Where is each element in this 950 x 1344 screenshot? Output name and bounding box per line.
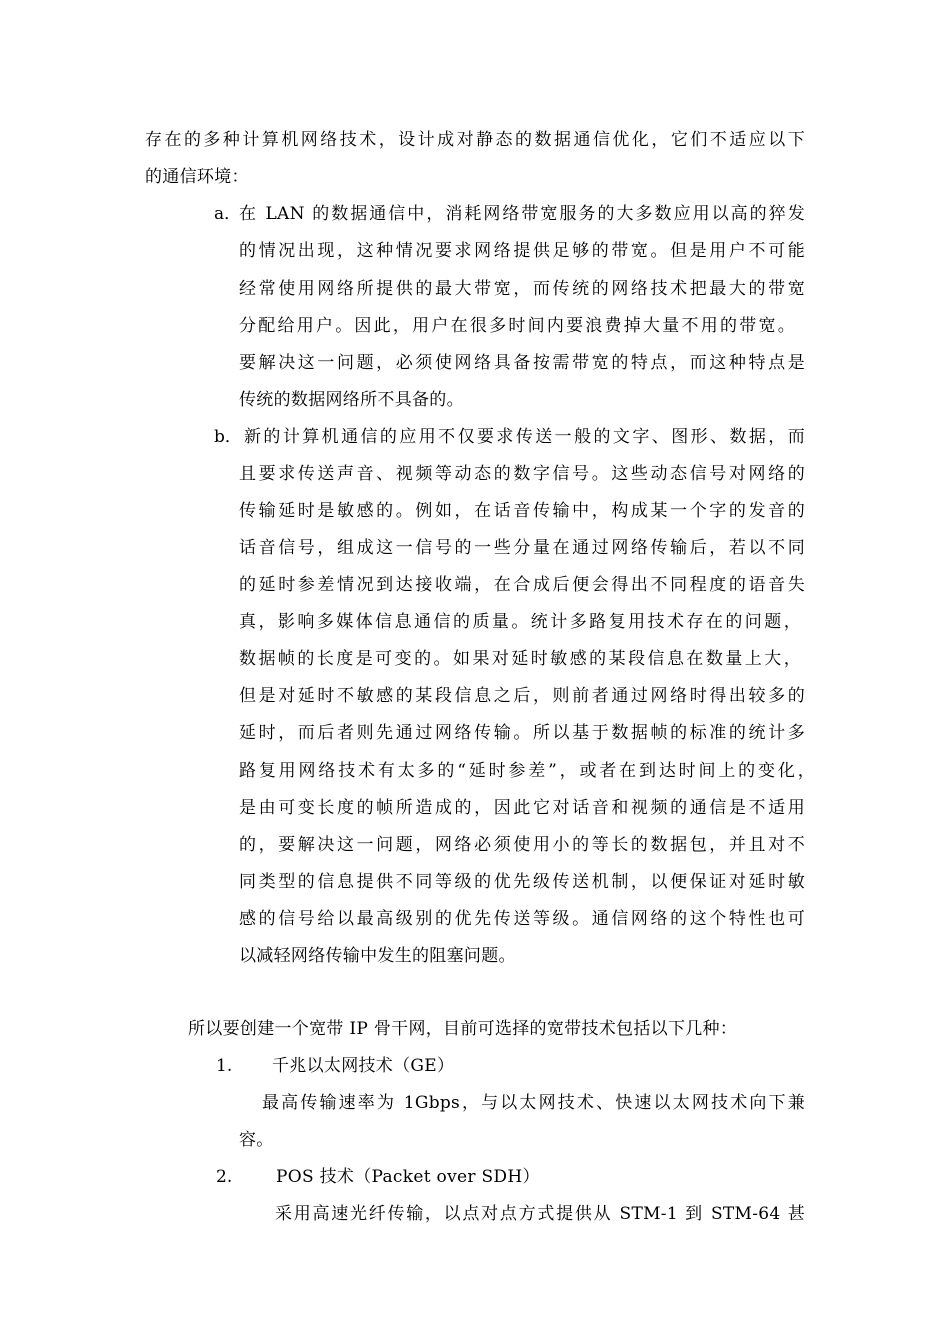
tech-number-2: 2. xyxy=(216,1167,233,1187)
item-b-line: 但是对延时不敏感的某段信息之后，则前者通过网络时得出较多的 xyxy=(239,686,805,706)
list-marker-a: a． xyxy=(214,204,242,224)
item-b-line: 延时，而后者则先通过网络传输。所以基于数据帧的标准的统计多 xyxy=(239,723,805,743)
item-a-line: 要解决这一问题，必须使网络具备按需带宽的特点，而这种特点是 xyxy=(239,353,805,373)
item-b-line: 新的计算机通信的应用不仅要求传送一般的文字、图形、数据，而 xyxy=(244,427,805,447)
summary-paragraph: 所以要创建一个宽带 IP 骨干网，目前可选择的宽带技术包括以下几种： xyxy=(188,1019,738,1039)
item-b-line: 感的信号给以最高级别的优先传送等级。通信网络的这个特性也可 xyxy=(239,909,805,929)
intro-line: 存在的多种计算机网络技术，设计成对静态的数据通信优化，它们不适应以下 xyxy=(145,130,805,150)
item-b-line: 的延时参差情况到达接收端，在合成后便会得出不同程度的语音失 xyxy=(239,575,805,595)
item-b-line: 以减轻网络传输中发生的阻塞问题。 xyxy=(239,946,516,966)
item-b-line: 传输延时是敏感的。例如，在话音传输中，构成某一个字的发音的 xyxy=(239,501,805,521)
item-b-line: 数据帧的长度是可变的。如果对延时敏感的某段信息在数量上大， xyxy=(239,649,801,669)
item-b-line: 的，要解决这一问题，网络必须使用小的等长的数据包，并且对不 xyxy=(239,835,805,855)
tech-desc-1: 容。 xyxy=(239,1130,274,1150)
item-a-line: 经常使用网络所提供的最大带宽，而传统的网络技术把最大的带宽 xyxy=(239,279,805,299)
tech-title-2: POS 技术（Packet over SDH） xyxy=(276,1167,540,1187)
list-marker-b: b． xyxy=(214,427,242,447)
item-b-line: 是由可变长度的帧所造成的，因此它对话音和视频的通信是不适用 xyxy=(239,798,805,818)
tech-title-1: 千兆以太网技术（GE） xyxy=(272,1056,455,1076)
item-b-line: 话音信号，组成这一信号的一些分量在通过网络传输后，若以不同 xyxy=(239,538,805,558)
item-a-line: 在 LAN 的数据通信中，消耗网络带宽服务的大多数应用以高的猝发 xyxy=(239,204,805,224)
item-a-line: 的情况出现，这种情况要求网络提供足够的带宽。但是用户不可能 xyxy=(239,241,805,261)
item-a-line: 分配给用户。因此，用户在很多时间内要浪费掉大量不用的带宽。 xyxy=(239,316,795,336)
item-b-line: 同类型的信息提供不同等级的优先级传送机制，以便保证对延时敏 xyxy=(239,872,805,892)
item-b-line: 路复用网络技术有太多的“延时参差”，或者在到达时间上的变化， xyxy=(239,761,815,781)
intro-line: 的通信环境： xyxy=(145,167,249,187)
tech-desc-2: 采用高速光纤传输，以点对点方式提供从 STM-1 到 STM-64 甚 xyxy=(275,1204,805,1224)
item-b-line: 且要求传送声音、视频等动态的数字信号。这些动态信号对网络的 xyxy=(239,464,805,484)
item-b-line: 真，影响多媒体信息通信的质量。统计多路复用技术存在的问题， xyxy=(239,612,801,632)
item-a-line: 传统的数据网络所不具备的。 xyxy=(239,390,464,410)
tech-number-1: 1. xyxy=(216,1056,233,1076)
tech-desc-1: 最高传输速率为 1Gbps，与以太网技术、快速以太网技术向下兼 xyxy=(262,1093,805,1113)
